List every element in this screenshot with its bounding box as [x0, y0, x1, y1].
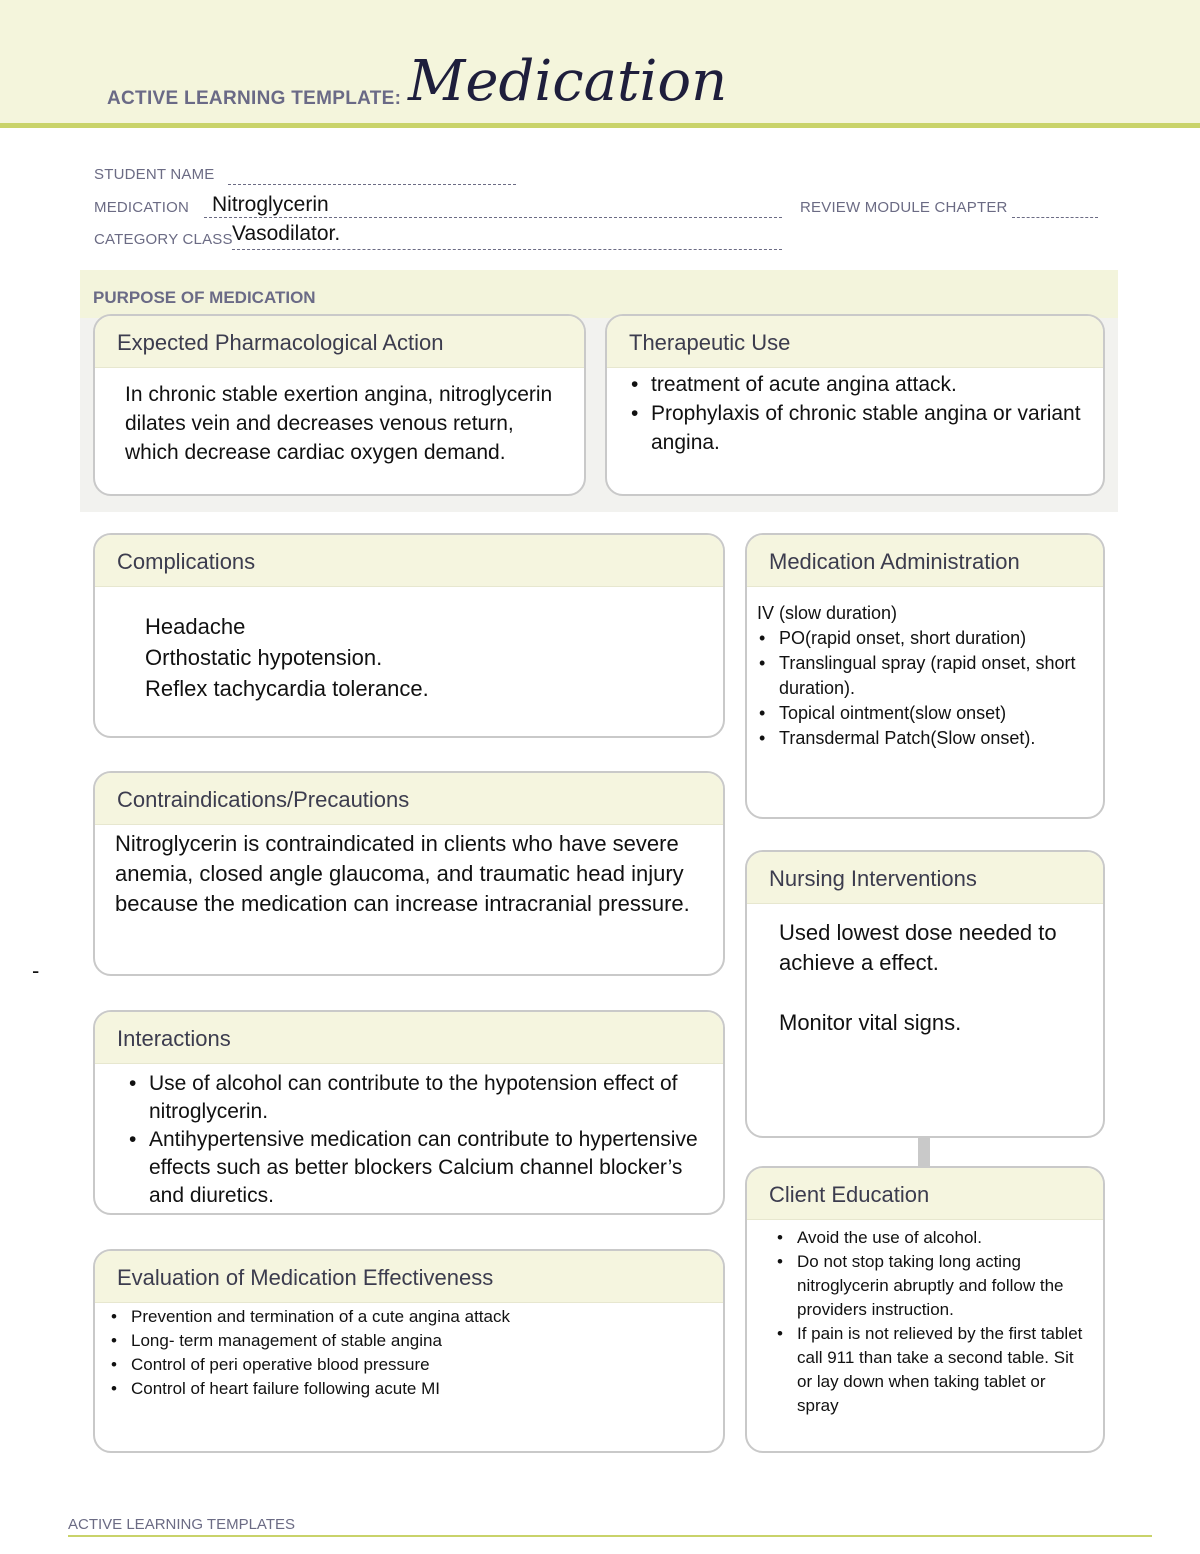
header-rule [0, 123, 1200, 128]
list-item: • Antihypertensive medication can contribute to hypertensive effects such as better blockers Calcium channel blocker’s and diuretics. [127, 1126, 701, 1210]
medication-label: MEDICATION [94, 199, 190, 216]
purpose-label: PURPOSE OF MEDICATION [93, 288, 316, 307]
list-item: • Prevention and termination of a cute angina attack [109, 1305, 701, 1329]
contraindications-text: Nitroglycerin is contraindicated in clients who have severe anemia, closed angle glaucoma, and traumatic head injury because the medication can increase intracranial pressure. [115, 831, 690, 916]
administration-title: Medication Administration [747, 535, 1103, 587]
category-class-label: CATEGORY CLASS [94, 231, 233, 248]
list-item: • Long- term management of stable angina [109, 1329, 701, 1353]
therapeutic-use-list [629, 370, 1081, 457]
evaluation-title: Evaluation of Medication Effectiveness [95, 1251, 723, 1303]
evaluation-box [93, 1249, 725, 1453]
administration-list [757, 626, 1089, 751]
review-module-label: REVIEW MODULE CHAPTER [800, 199, 1008, 216]
medication-value: Nitroglycerin [212, 193, 329, 216]
complication-line: Headache [145, 614, 246, 639]
connector-bar [918, 1136, 930, 1166]
list-item: • Prophylaxis of chronic stable angina or variant angina. [629, 399, 1081, 457]
nursing-line: Used lowest dose needed to achieve a effect. [779, 920, 1057, 975]
list-item: • Control of heart failure following acute MI [109, 1377, 701, 1401]
complications-box [93, 533, 725, 738]
interactions-list [127, 1070, 701, 1210]
complication-line: Orthostatic hypotension. [145, 645, 383, 670]
expected-action-title: Expected Pharmacological Action [95, 316, 584, 368]
evaluation-list [109, 1305, 701, 1401]
page-title: Medication [408, 49, 728, 114]
list-item: • PO(rapid onset, short duration) [757, 626, 1089, 651]
review-module-field[interactable] [1012, 197, 1098, 218]
nursing-interventions-box [745, 850, 1105, 1138]
list-item: • treatment of acute angina attack. [629, 370, 1081, 399]
stray-mark: - [32, 958, 40, 983]
template-label: ACTIVE LEARNING TEMPLATE: [107, 88, 402, 109]
nursing-interventions-title: Nursing Interventions [747, 852, 1103, 904]
expected-action-box [93, 314, 586, 496]
list-item: • Transdermal Patch(Slow onset). [757, 726, 1089, 751]
complication-line: Reflex tachycardia tolerance. [145, 676, 429, 701]
list-item: • Avoid the use of alcohol. [775, 1226, 1089, 1250]
administration-box [745, 533, 1105, 819]
therapeutic-use-box [605, 314, 1105, 496]
client-education-list [775, 1226, 1089, 1418]
client-education-title: Client Education [747, 1168, 1103, 1220]
list-item: • Topical ointment(slow onset) [757, 701, 1089, 726]
interactions-title: Interactions [95, 1012, 723, 1064]
footer-rule [68, 1535, 1152, 1537]
category-class-value: Vasodilator. [232, 222, 341, 245]
contraindications-title: Contraindications/Precautions [95, 773, 723, 825]
therapeutic-use-title: Therapeutic Use [607, 316, 1103, 368]
student-name-label: STUDENT NAME [94, 166, 215, 183]
nursing-line: Monitor vital signs. [779, 1010, 962, 1035]
interactions-box [93, 1010, 725, 1215]
list-item: • Use of alcohol can contribute to the hypotension effect of nitroglycerin. [127, 1070, 701, 1126]
list-item: • Control of peri operative blood pressure [109, 1353, 701, 1377]
student-name-field[interactable] [228, 164, 516, 185]
administration-intro: IV (slow duration) [757, 603, 898, 623]
complications-title: Complications [95, 535, 723, 587]
list-item: • Translingual spray (rapid onset, short duration). [757, 651, 1089, 701]
list-item: • Do not stop taking long acting nitroglycerin abruptly and follow the providers instruction. [775, 1250, 1089, 1322]
contraindications-box [93, 771, 725, 976]
expected-action-text: In chronic stable exertion angina, nitroglycerin dilates vein and decreases venous return, which decrease cardiac oxygen demand. [125, 383, 553, 464]
client-education-box [745, 1166, 1105, 1453]
footer-label: ACTIVE LEARNING TEMPLATES [68, 1516, 295, 1533]
list-item: • If pain is not relieved by the first tablet call 911 than take a second table. Sit or lay down when taking tablet or spray [775, 1322, 1089, 1418]
